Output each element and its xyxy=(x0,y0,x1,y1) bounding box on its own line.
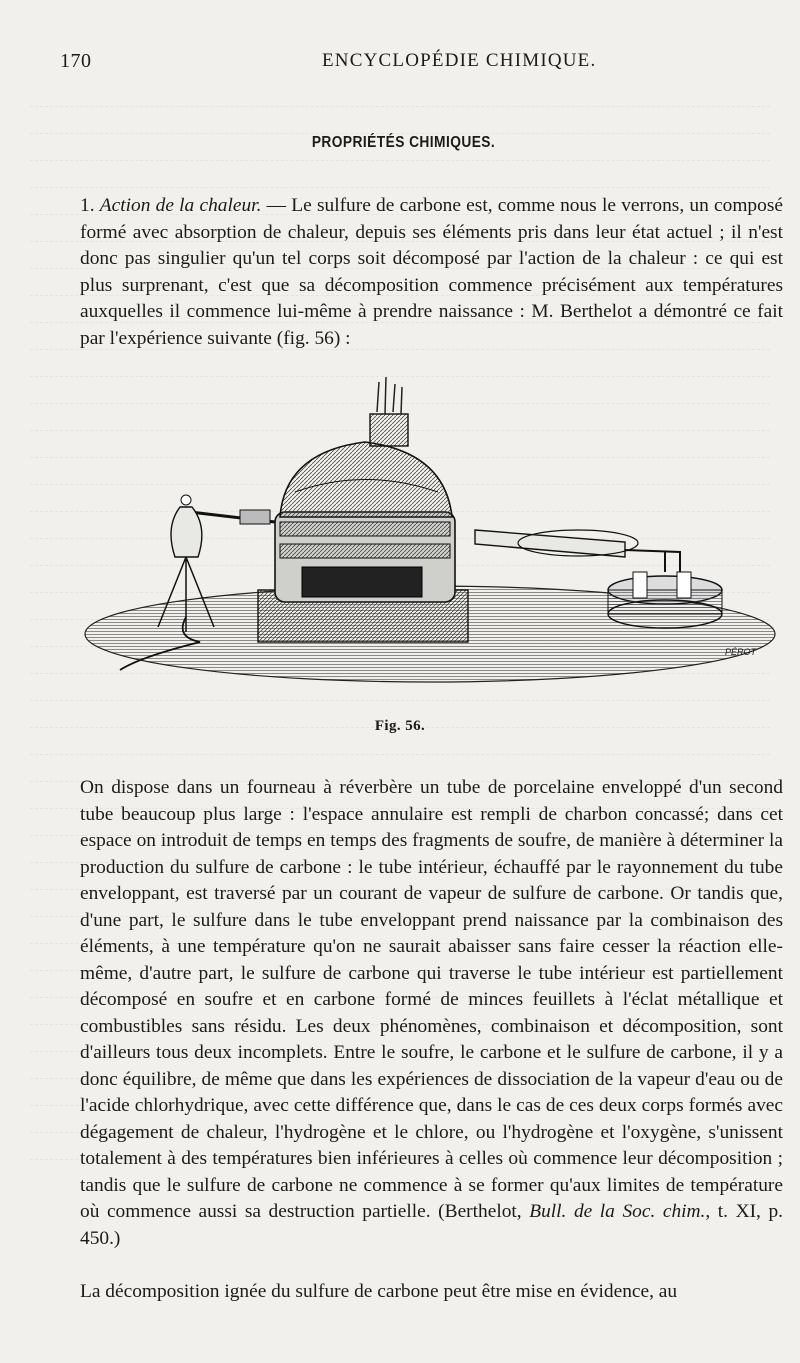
paragraph-number: 1. xyxy=(80,195,95,216)
chimney-fumes xyxy=(377,377,402,414)
paragraph-experiment xyxy=(80,775,783,1252)
paragraph-igneous-decomposition xyxy=(80,1279,783,1306)
paragraph-action-heat xyxy=(80,193,783,352)
engraver-signature: PÉROT xyxy=(725,647,757,657)
flask xyxy=(171,507,202,557)
firebox-door xyxy=(302,567,422,597)
journal-title: ENCYCLOPÉDIE CHIMIQUE. xyxy=(322,50,597,71)
paragraph-body: La décomposition ignée du sulfure de carbone peut être mise en évidence, au xyxy=(80,1281,678,1302)
paragraph-body: On dispose dans un fourneau à réverbère un tube de porcelaine enveloppé d'un second tube beaucoup plus large : l'espace annulaire est rempli de charbon concassé; dans cet espace on introduit de temps en temps des fragments de soufre, de manière à déterminer la production du sulfure de carbone : le tube intérieur, échauffé par le rayonnement du tube enveloppant, est traversé par un courant de vapeur de sulfure de carbone. Or tandis que, d'une part, le sulfure dans le tube enveloppant prend naissance par la combinaison des éléments, à une température qu'on ne saurait abaisser sans faire cesser la réaction elle-même, d'autre part, le sulfure de carbone qui traverse le tube intérieur est partiellement décomposé en soufre et en carbone formé de minces feuillets à l'éclat métallique et combustibles sans résidu. Les deux phénomènes, combinaison et décomposition, sont d'ailleurs tous deux incomplets. Entre le soufre, le carbone et le sulfure de carbone, il y a donc équilibre, de même que dans les expériences de dissociation de la vapeur d'eau ou de l'acide chlorhydrique, avec cette différence que, dans le cas de ces deux corps formés avec dégagement de chaleur, l'hydrogène et le chlore, ou l'hydrogène et l'oxygène, s'unissent totalement à des températures bien inférieures à celles où commence leur décomposition ; tandis que le sulfure de carbone ne commence à se former qu'aux limites de température où commence aussi sa destruction partielle. (Berthelot, xyxy=(80,777,783,1222)
figure-apparatus xyxy=(80,372,780,702)
running-head xyxy=(60,50,778,80)
paragraph-heading: Action de la chaleur. xyxy=(99,195,262,216)
reverberatory-furnace-illustration xyxy=(80,372,780,702)
citation-journal: Bull. de la Soc. chim. xyxy=(529,1201,706,1222)
porcelain-tube xyxy=(475,530,625,557)
section-title: PROPRIÉTÉS CHIMIQUES. xyxy=(311,134,496,151)
paragraph-body: — Le sulfure de carbone est, comme nous le verrons, un composé formé avec absorption de chaleur, depuis ses éléments pris dans leur état actuel ; il n'est donc pas singulier qu'un tel corps soit décomposé par l'action de la chaleur : ce qui est plus surprenant, c'est que sa décomposition commence précisément aux températures auxquelles il commence lui-même à prendre naissance : M. Berthelot a démontré ce fait par l'expérience suivante (fig. 56) : xyxy=(80,195,783,349)
page-number: 170 xyxy=(60,50,92,72)
chimney xyxy=(370,414,408,446)
citation-tail: , t. XI, p. 450.) xyxy=(80,1201,784,1249)
figure-caption: Fig. 56. xyxy=(374,718,426,734)
